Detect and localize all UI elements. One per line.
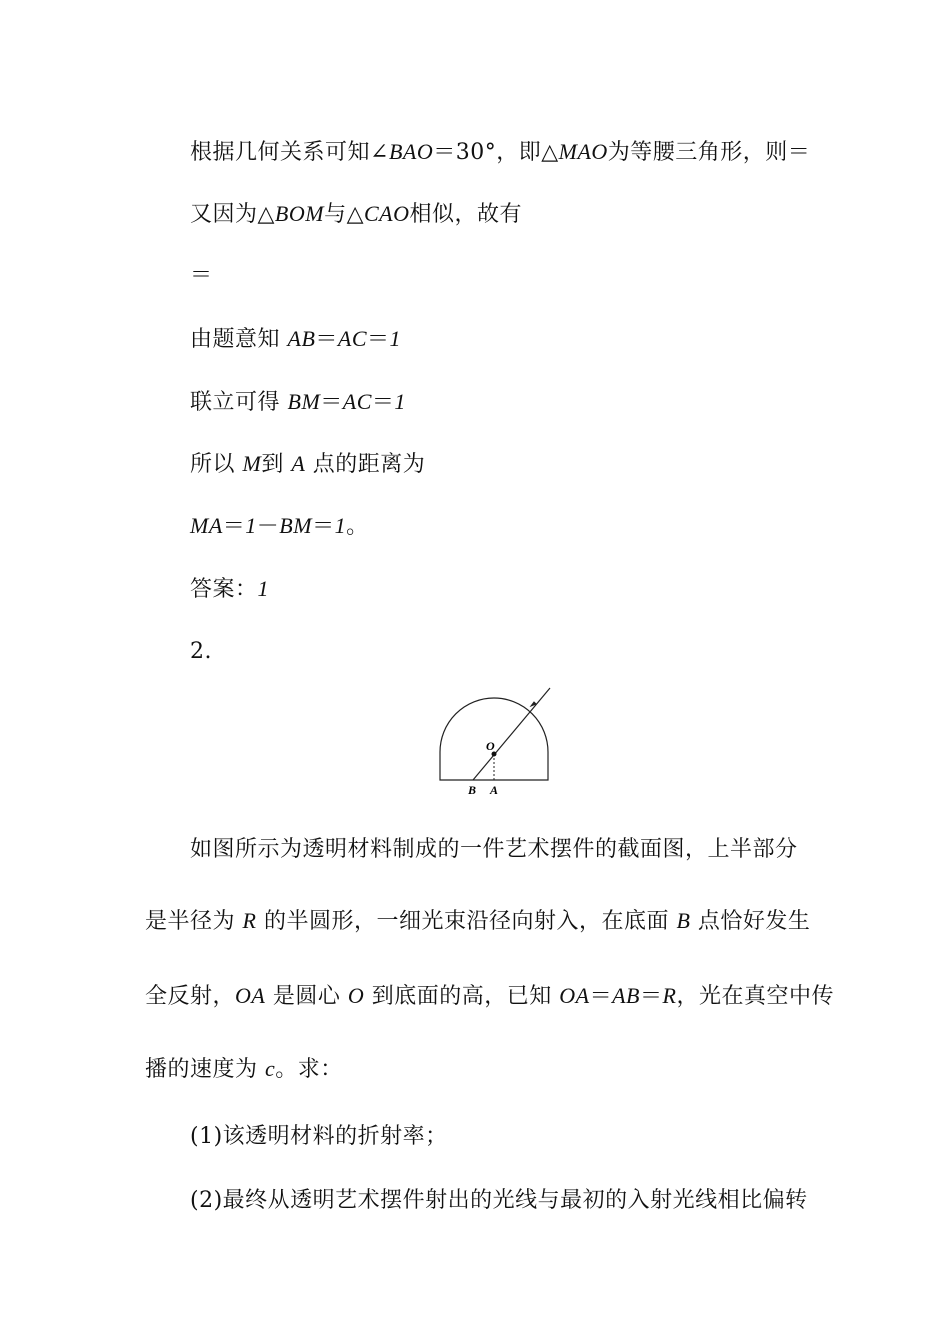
math-var: MAO [558,139,608,164]
math-var: 1 [334,513,347,538]
solution-line-2 [190,200,522,229]
math-var: AC [337,326,368,351]
math-var: AB [612,983,640,1008]
text-segment: － [256,514,280,539]
text-segment: 与△ [324,202,364,227]
text-segment: 播的速度为 [145,1057,265,1082]
solution-line-3 [190,262,213,290]
text-segment: ＝ [371,390,395,415]
math-var: 1 [394,389,406,414]
math-var: A [291,451,306,476]
math-var: 1 [389,326,402,351]
math-var: R [662,983,677,1008]
text-segment: ＝ [320,390,343,415]
text-segment: ＝ [589,984,613,1009]
light-ray [473,688,550,780]
text-segment: ＝ [315,327,338,352]
problem-line-1 [190,836,798,864]
math-var: 1 [245,513,257,538]
text-segment: 由题意知 [190,327,288,352]
math-var: O [347,983,365,1008]
optics-figure [430,682,560,800]
text-segment: 点的距离为 [305,452,426,477]
text-segment: ＝30°，即△ [433,140,559,165]
label-a: A [490,783,499,797]
text-segment: 如图所示为透明材料制成的一件艺术摆件的截面图，上半部分 [190,837,798,862]
text-segment: 又因为△ [190,202,275,227]
text-segment: (2)最终从透明艺术摆件射出的光线与最初的入射光线相比偏转 [190,1188,808,1213]
text-segment: 是半径为 [145,909,243,934]
semicircle-diagram [430,682,560,800]
solution-line-1 [190,138,810,167]
math-var: OA [559,983,590,1008]
text-segment: ＝ [312,514,335,539]
question-2 [190,1187,808,1215]
text-segment: 到底面的高，已知 [364,984,560,1009]
math-var: BM [287,389,321,414]
text-segment: 全反射， [145,984,236,1009]
math-var: BOM [274,201,325,226]
text-segment: ＝ [639,984,663,1009]
problem-line-2 [145,907,810,936]
math-var: MA [190,513,223,538]
label-o: O [486,739,495,753]
math-var: M [242,451,262,476]
math-var: OA [235,983,266,1008]
answer-label: 答案： [190,577,258,602]
text-segment: 所以 [190,452,243,477]
question-1 [190,1123,448,1151]
problem-line-4 [145,1055,343,1084]
text-segment: ＝ [222,514,246,539]
solution-line-4 [190,325,401,354]
math-var: R [242,908,257,933]
solution-line-6 [190,450,425,479]
text-segment: 是圆心 [265,984,348,1009]
text-segment: ＝ [367,327,390,352]
label-b: B [468,783,477,797]
math-var: AC [342,389,372,414]
math-var: AB [287,326,316,351]
text-segment: 到 [261,452,292,477]
text-segment: 相似，故有 [409,202,523,227]
text-segment: 。 [346,514,369,539]
math-var: BM [279,513,313,538]
math-var: CAO [364,201,410,226]
text-segment: 2. [190,639,212,664]
solution-line-7 [190,512,369,541]
answer-value: 1 [257,576,270,601]
text-segment: 为等腰三角形，则＝ [607,140,811,165]
text-segment: ＝ [190,263,213,288]
solution-line-5 [190,388,406,417]
text-segment: 。求： [275,1057,343,1082]
math-var: BAO [388,139,434,164]
text-segment: ，光在真空中传 [676,984,834,1009]
problem-number [190,638,212,666]
text-segment: (1)该透明材料的折射率； [190,1124,448,1149]
answer-line [190,575,269,604]
text-segment: 根据几何关系可知∠ [190,140,389,165]
text-segment: 联立可得 [190,390,288,415]
text-segment: 的半圆形，一细光束沿径向射入，在底面 [256,909,677,934]
math-var: B [676,908,691,933]
problem-line-3 [145,982,834,1011]
math-var: c [265,1056,276,1081]
text-segment: 点恰好发生 [690,909,811,934]
